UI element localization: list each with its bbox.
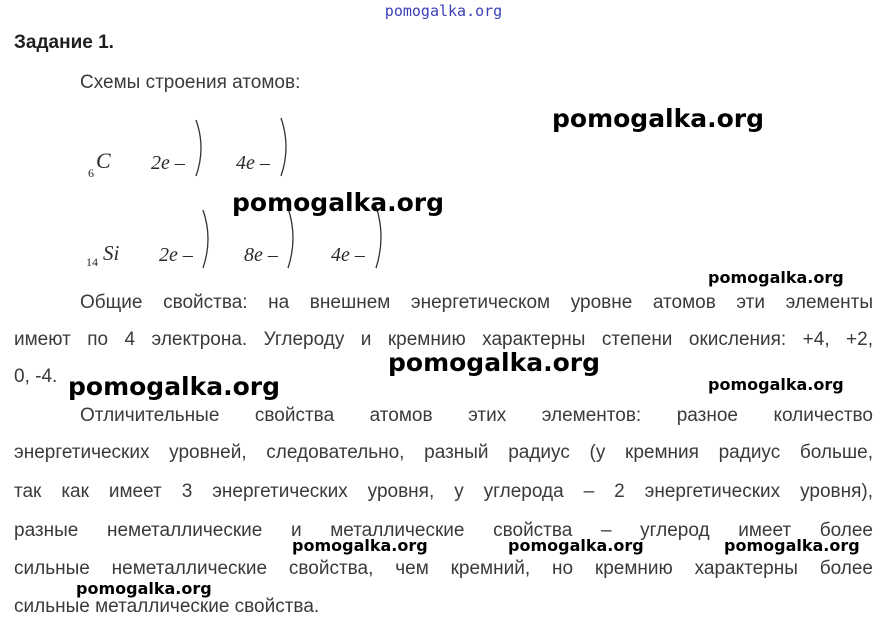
text-line: сильные неметаллические свойства, чем кремний, но кремнию характерны более: [14, 558, 873, 579]
carbon-shell-1-arc: [194, 118, 208, 178]
silicon-symbol: Si: [103, 241, 120, 265]
watermark: pomogalka.org: [708, 375, 844, 394]
silicon-shell-2: 8e –: [244, 244, 278, 266]
watermark: pomogalka.org: [708, 268, 844, 287]
text-line: 0, -4.: [14, 366, 58, 387]
header-watermark: pomogalka.org: [384, 2, 503, 20]
watermark: pomogalka.org: [724, 536, 860, 555]
carbon-shell-2: 4e –: [236, 152, 270, 174]
text-line: имеют по 4 электрона. Углероду и кремнию характерны степени окисления: +4, +2,: [14, 329, 873, 350]
watermark: pomogalka.org: [232, 188, 445, 217]
watermark: pomogalka.org: [388, 348, 601, 377]
text-line: так как имеет 3 энергетических уровня, у углерода – 2 энергетических уровня),: [14, 481, 873, 502]
text-line: Общие свойства: на внешнем энергетическом уровне атомов эти элементы: [80, 292, 873, 313]
carbon-shell-2-arc: [279, 116, 293, 178]
carbon-atomic-number: 6: [88, 166, 94, 180]
carbon-symbol: C: [96, 148, 111, 173]
watermark: pomogalka.org: [508, 536, 644, 555]
text-line: энергетических уровней, следовательно, разный радиус (у кремния радиус больше,: [14, 442, 873, 463]
watermark: pomogalka.org: [552, 104, 765, 133]
carbon-shell-1: 2e –: [151, 152, 185, 174]
text-line: Отличительные свойства атомов этих элементов: разное количество: [80, 405, 873, 426]
silicon-shell-1: 2e –: [159, 244, 193, 266]
watermark: pomogalka.org: [292, 536, 428, 555]
task-title: Задание 1.: [14, 32, 114, 53]
text-line: разные неметаллические и металлические свойства – углерод имеет более: [14, 520, 873, 541]
text-line: сильные металлические свойства.: [14, 596, 320, 617]
watermark: pomogalka.org: [76, 579, 212, 598]
silicon-shell-3: 4e –: [331, 244, 365, 266]
watermark: pomogalka.org: [68, 372, 281, 401]
schemes-heading: Схемы строения атомов:: [80, 72, 301, 93]
silicon-shell-1-arc: [201, 208, 215, 270]
silicon-atomic-number: 14: [86, 255, 98, 269]
